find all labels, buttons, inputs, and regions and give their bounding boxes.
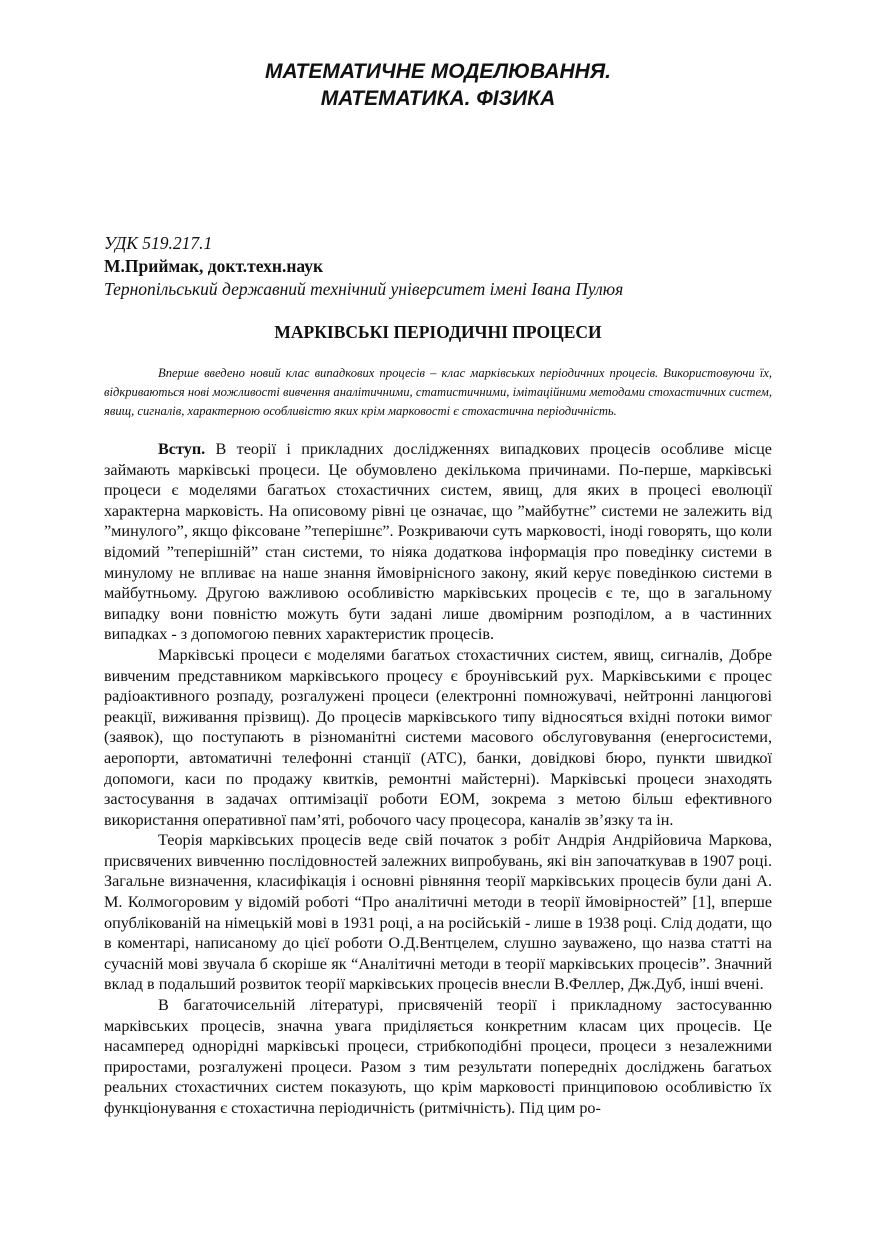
paragraph-introduction [104,439,772,645]
body-text [104,439,772,1119]
journal-section-header [104,58,772,112]
paragraph-1-text: В теорії і прикладних дослідженнях випадкових процесів особливе місце займають марківські процеси. Це обумовлено декількома причинами. По-перше, марківські процеси є моделями багатьох стохастичних систем, явищ, для яких в процесі еволюції характерна марковість. На описовому рівні це означає, що ”майбутнє” системи не залежить від ”минулого”, якщо фіксоване ”теперішнє”. Розкриваючи суть марковості, іноді говорять, що коли відомий ”теперішній” стан системи, то ніяка додаткова інформація про поведінку системи в минулому не впливає на наше знання ймовірнісного закону, який керує поведінкою системи в майбутньому. Другою важливою особливістю марківських процесів є те, що в загальному випадку вони повністю можуть бути задані лише двомірним розподілом, а в частинних випадках - з допомогою певних характеристик процесів. [104,440,772,644]
paragraph-2: Марківські процеси є моделями багатьох стохастичних систем, явищ, сигналів, Добре вивченим представником марківського процесу є броунівський рух. Марківськими є процес радіоактивного розпаду, розгалужені процеси (електронні помножувачі, нейтронні ланцюгові реакції, виживання прізвищ). До процесів марківського типу відносяться вхідні потоки вимог (заявок), що поступають в різноманітні системи масового обслуговування (енергосистеми, аеропорти, автоматичні телефонні станції (АТС), банки, довідкові бюро, пункти швидкої допомоги, каси по продажу квитків, ремонтні майстерні). Марківські процеси знаходять застосування в задачах оптимізації роботи ЕОМ, зокрема з метою більш ефективного використання оперативної пам’яті, робочого часу процесора, каналів зв’язку та ін. [104,645,772,829]
udk-code: УДК 519.217.1 [104,233,213,253]
section-header-line-1: МАТЕМАТИЧНЕ МОДЕЛЮВАННЯ. [264,60,611,83]
journal-page [104,58,772,1119]
abstract: Вперше введено новий клас випадкових процесів – клас марківських періодичних процесів. Використовуючи їх, відкриваються нові можливості вивчення аналітичними, статистичними, імітаційними методами стохастичних систем, явищ, сигналів, характерною особливістю яких крім марковості є стохастична періодичність. [104,366,772,418]
paragraph-4: В багаточисельній літературі, присвяченій теорії і прикладному застосуванню марківських процесів, значна увага приділяється конкретним класам цих процесів. Це насамперед однорідні марківські процеси, стрибкоподібні процеси, процеси з незалежними приростами, розгалужені процеси. Разом з тим результати попередніх досліджень багатьох реальних стохастичних систем показують, що крім марковості принциповою особливістю їх функціонування є стохастична періодичність (ритмічність). Під цим ро- [104,996,772,1117]
author-name: М.Приймак, докт.техн.наук [104,256,324,276]
paragraph-lead-intro: Вступ. [158,440,206,458]
paper-title: МАРКІВСЬКІ ПЕРІОДИЧНІ ПРОЦЕСИ [274,322,602,342]
section-header-line-2: МАТЕМАТИКА. ФІЗИКА [320,87,556,110]
paragraph-3: Теорія марківських процесів веде свій початок з робіт Андрія Андрійовича Маркова, присвячених вивченню послідовностей залежних випробувань, які він започаткував в 1907 році. Загальне визначення, класифікація і основні рівняння теорії марківських процесів були дані А. М. Колмогоровим у відомій роботі “Про аналітичні методи в теорії ймовірностей” [1], вперше опублікованій на німецькій мові в 1931 році, а на російській - лише в 1938 році. Слід додати, що в коментарі, написаному до цієї роботи О.Д.Вентцелем, слушно зауважено, що назва статті на сучасній мові звучала б скоріше як “Аналітичні методи в теорії марківських процесів”. Значний вклад в подальший розвиток теорії марківських процесів внесли В.Феллер, Дж.Дуб, інші вчені. [104,831,772,994]
author-affiliation: Тернопільський державний технічний університет імені Івана Пулюя [104,279,624,299]
